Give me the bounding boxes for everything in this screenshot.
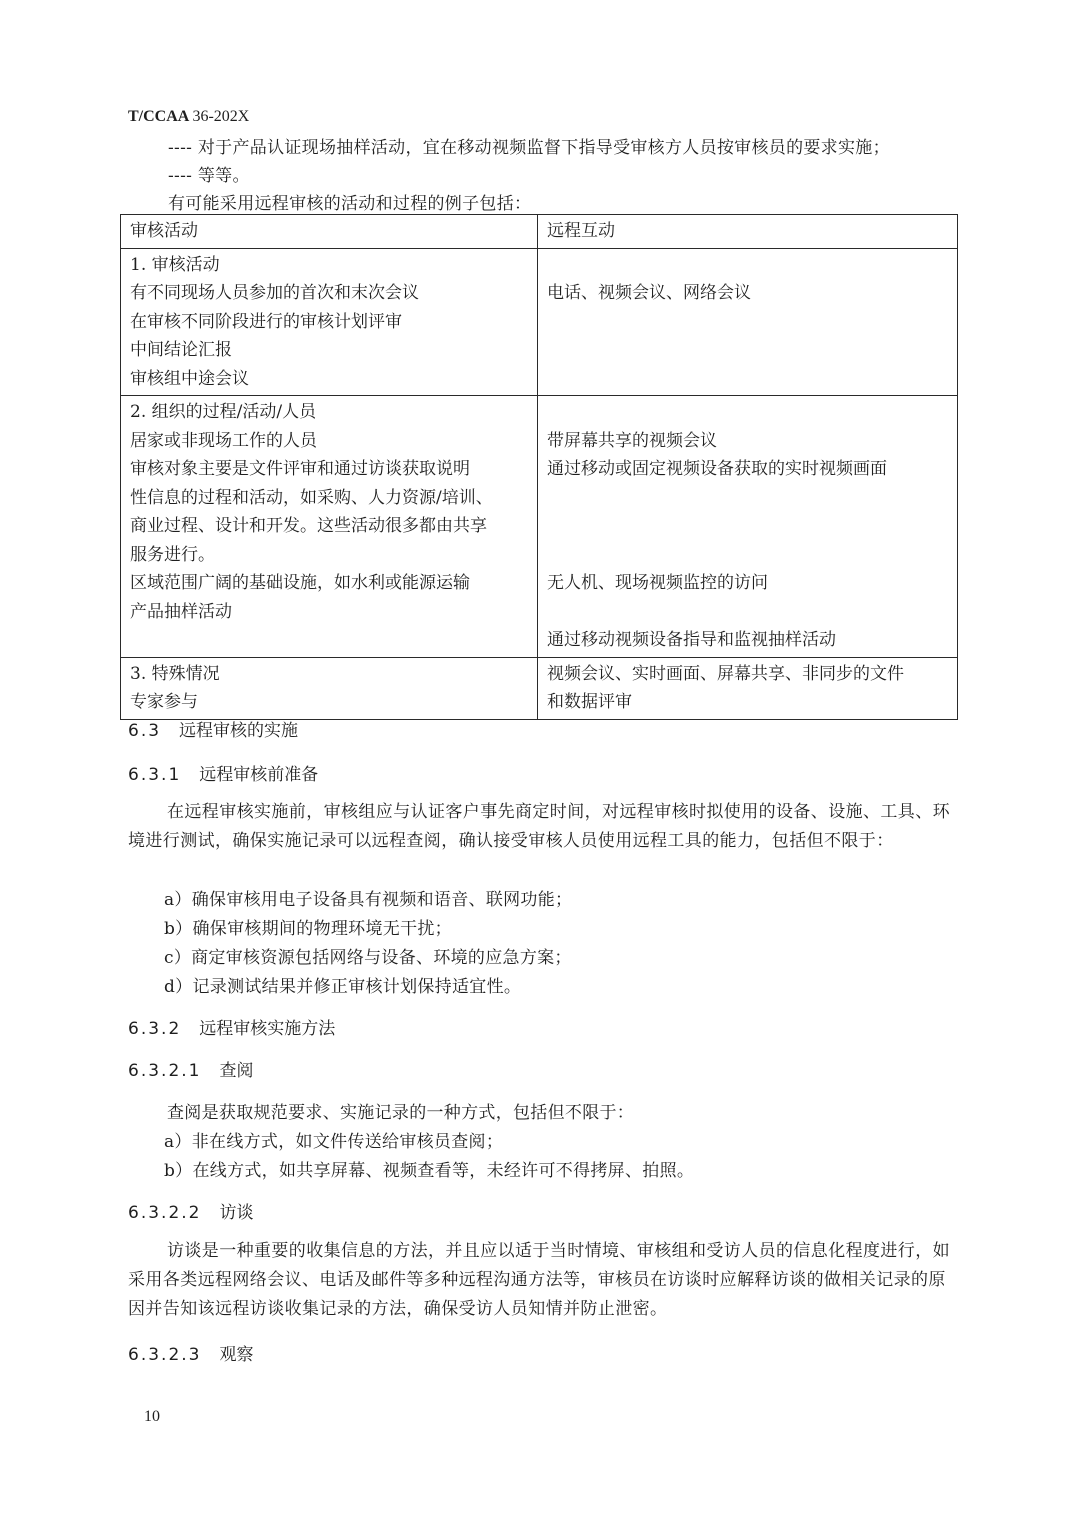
header-cell-audit-activity: 审核活动 bbox=[121, 215, 538, 249]
list-item: b）确保审核期间的物理环境无干扰； bbox=[164, 919, 452, 939]
list-item: a）确保审核用电子设备具有视频和语音、联网功能； bbox=[164, 890, 573, 910]
table-cell: 视频会议、实时画面、屏幕共享、非同步的文件 和数据评审 bbox=[538, 657, 958, 719]
table-intro: 有可能采用远程审核的活动和过程的例子包括： bbox=[168, 194, 532, 214]
section-heading-6-3-1: 6.3.1 远程审核前准备 bbox=[128, 765, 319, 785]
section-heading-6-3: 6.3 远程审核的实施 bbox=[128, 721, 299, 741]
page-number: 10 bbox=[144, 1408, 160, 1425]
section-heading-6-3-2-2: 6.3.2.2 访谈 bbox=[128, 1203, 254, 1223]
standard-prefix: T/CCAA bbox=[128, 108, 189, 125]
table-cell: 2. 组织的过程/活动/人员 居家或非现场工作的人员 审核对象主要是文件评审和通过访谈获取说明 性信息的过程和活动，如采购、人力资源/培训、 商业过程、设计和开发。这些活动很多都由共享 服务进行。 区域范围广阔的基础设施，如水利或能源运输 产品抽样活动 bbox=[121, 396, 538, 658]
paragraph: 在远程审核实施前，审核组应与认证客户事先商定时间，对远程审核时拟使用的设备、设施、工具、环境进行测试，确保实施记录可以远程查阅，确认接受审核人员使用远程工具的能力，包括但不限于： bbox=[128, 802, 950, 851]
remote-audit-examples-table bbox=[120, 214, 958, 720]
list-item: a）非在线方式，如文件传送给审核员查阅； bbox=[164, 1132, 504, 1152]
list-item: d）记录测试结果并修正审核计划保持适宜性。 bbox=[164, 977, 522, 997]
section-heading-6-3-2: 6.3.2 远程审核实施方法 bbox=[128, 1019, 336, 1039]
table-cell: 带屏幕共享的视频会议 通过移动或固定视频设备获取的实时视频画面 无人机、现场视频监控的访问 通过移动视频设备指导和监视抽样活动 bbox=[538, 396, 958, 658]
table-cell: 电话、视频会议、网络会议 bbox=[538, 248, 958, 396]
table-row bbox=[121, 396, 958, 658]
standard-code bbox=[128, 108, 249, 126]
dash-item: ---- 等等。 bbox=[168, 166, 250, 186]
table-header-row bbox=[121, 215, 958, 249]
section-heading-6-3-2-1: 6.3.2.1 查阅 bbox=[128, 1061, 254, 1081]
section-heading-6-3-2-3: 6.3.2.3 观察 bbox=[128, 1345, 254, 1365]
paragraph: 访谈是一种重要的收集信息的方法，并且应以适于当时情境、审核组和受访人员的信息化程度进行，如采用各类远程网络会议、电话及邮件等多种远程沟通方法等，审核员在访谈时应解释访谈的做相关记录的原因并告知该远程访谈收集记录的方法，确保受访人员知情并防止泄密。 bbox=[128, 1241, 950, 1319]
table-row bbox=[121, 657, 958, 719]
table-cell: 1. 审核活动 有不同现场人员参加的首次和末次会议 在审核不同阶段进行的审核计划评审 中间结论汇报 审核组中途会议 bbox=[121, 248, 538, 396]
header-cell-remote-interaction: 远程互动 bbox=[538, 215, 958, 249]
table-cell: 3. 特殊情况 专家参与 bbox=[121, 657, 538, 719]
paragraph: 查阅是获取规范要求、实施记录的一种方式，包括但不限于： bbox=[167, 1103, 635, 1123]
table-row bbox=[121, 248, 958, 396]
dash-item: ---- 对于产品认证现场抽样活动，宜在移动视频监督下指导受审核方人员按审核员的要求实施； bbox=[168, 138, 890, 158]
standard-number: 36-202X bbox=[192, 108, 250, 125]
list-item: c）商定审核资源包括网络与设备、环境的应急方案； bbox=[164, 948, 572, 968]
list-item: b）在线方式，如共享屏幕、视频查看等，未经许可不得拷屏、拍照。 bbox=[164, 1161, 695, 1181]
